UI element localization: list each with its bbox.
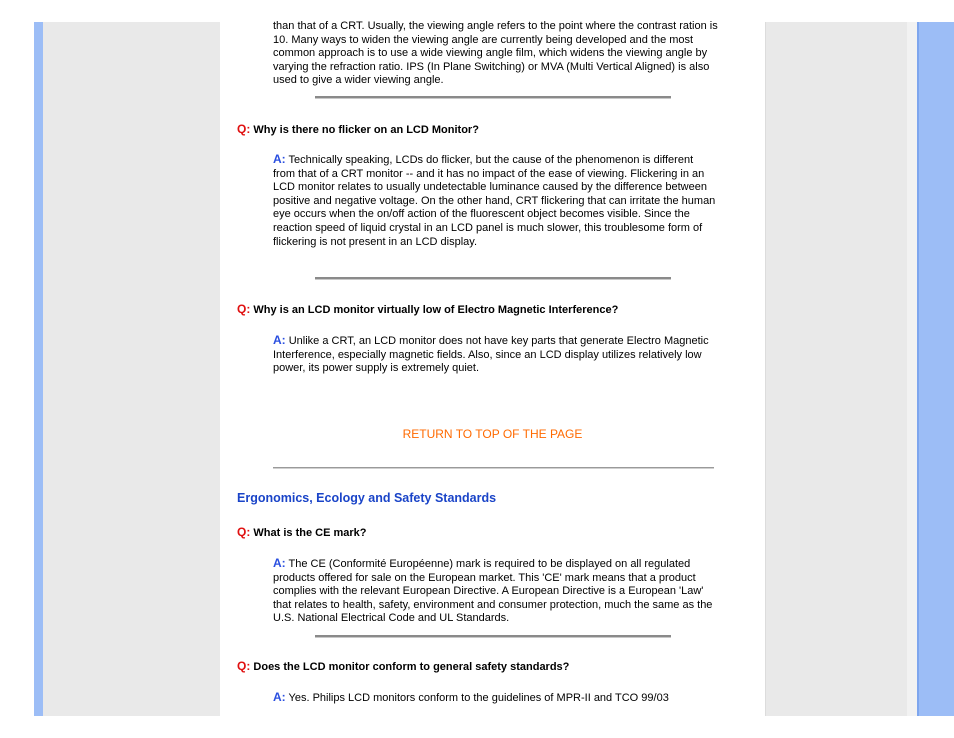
left-blue-bar bbox=[34, 22, 43, 716]
question-text: Why is an LCD monitor virtually low of Electro Magnetic Interference? bbox=[253, 304, 619, 316]
question-ce-mark bbox=[237, 525, 366, 539]
answer-marker: A: bbox=[273, 690, 286, 704]
question-emi bbox=[237, 302, 618, 316]
answer-text: The CE (Conformité Européenne) mark is required to be displayed on all regulated products offered for sale on the European market. This 'CE' mark means that a product complies with the relevant European Directive. A European Directive is a European 'Law' that relates to health, safety, environment and consumer protection, much the same as the U.S. National Electrical Code and UL Standards. bbox=[273, 558, 713, 625]
question-flicker bbox=[237, 122, 479, 136]
answer-marker: A: bbox=[273, 152, 286, 166]
question-marker: Q: bbox=[237, 659, 251, 673]
question-text: Does the LCD monitor conform to general safety standards? bbox=[253, 661, 570, 673]
question-text: What is the CE mark? bbox=[253, 527, 367, 539]
question-marker: Q: bbox=[237, 122, 251, 136]
answer-marker: A: bbox=[273, 333, 286, 347]
answer-flicker bbox=[273, 153, 718, 249]
question-marker: Q: bbox=[237, 525, 251, 539]
left-margin-panel bbox=[43, 22, 220, 716]
divider bbox=[315, 635, 671, 638]
question-marker: Q: bbox=[237, 302, 251, 316]
answer-marker: A: bbox=[273, 556, 286, 570]
section-divider bbox=[273, 467, 714, 469]
right-blue-bar bbox=[917, 22, 954, 716]
return-to-top-link[interactable]: RETURN TO TOP OF THE PAGE bbox=[402, 427, 583, 441]
right-edge-strip bbox=[907, 22, 917, 716]
question-text: Why is there no flicker on an LCD Monitor? bbox=[253, 124, 479, 136]
answer-text: Unlike a CRT, an LCD monitor does not have key parts that generate Electro Magnetic Interference, especially magnetic fields. Also, since an LCD display utilizes relatively low power, its power supply is extremely quiet. bbox=[273, 335, 709, 375]
answer-text: Yes. Philips LCD monitors conform to the guidelines of MPR-II and TCO 99/03 bbox=[288, 692, 669, 704]
viewing-angle-paragraph: than that of a CRT. Usually, the viewing angle refers to the point where the contrast ration is 10. Many ways to widen the viewing angle are currently being developed and the most common approach is to use a wide viewing angle film, which widens the viewing angle by varying the refraction ratio. IPS (In Plane Switching) or MVA (Multi Vertical Aligned) is also used to give a wider viewing angle. bbox=[273, 20, 718, 87]
section-title: Ergonomics, Ecology and Safety Standards bbox=[237, 491, 497, 505]
question-safety bbox=[237, 659, 569, 673]
divider bbox=[315, 96, 671, 99]
main-content bbox=[220, 0, 765, 738]
divider bbox=[315, 277, 671, 280]
answer-text: Technically speaking, LCDs do flicker, but the cause of the phenomenon is different from that of a CRT monitor -- and it has no impact of the ease of viewing. Flickering in an LCD monitor relates to usually undetectable luminance caused by the difference between positive and negative voltage. On the other hand, CRT flickering that can irritate the human eye occurs when the on/off action of the fluorescent object becomes visible. Since the reaction speed of liquid crystal in an LCD panel is much slower, this troublesome form of flickering is not present in an LCD display. bbox=[273, 154, 716, 248]
answer-ce-mark bbox=[273, 557, 718, 626]
right-margin-panel bbox=[765, 22, 917, 716]
answer-safety bbox=[273, 691, 718, 706]
answer-emi bbox=[273, 334, 718, 376]
